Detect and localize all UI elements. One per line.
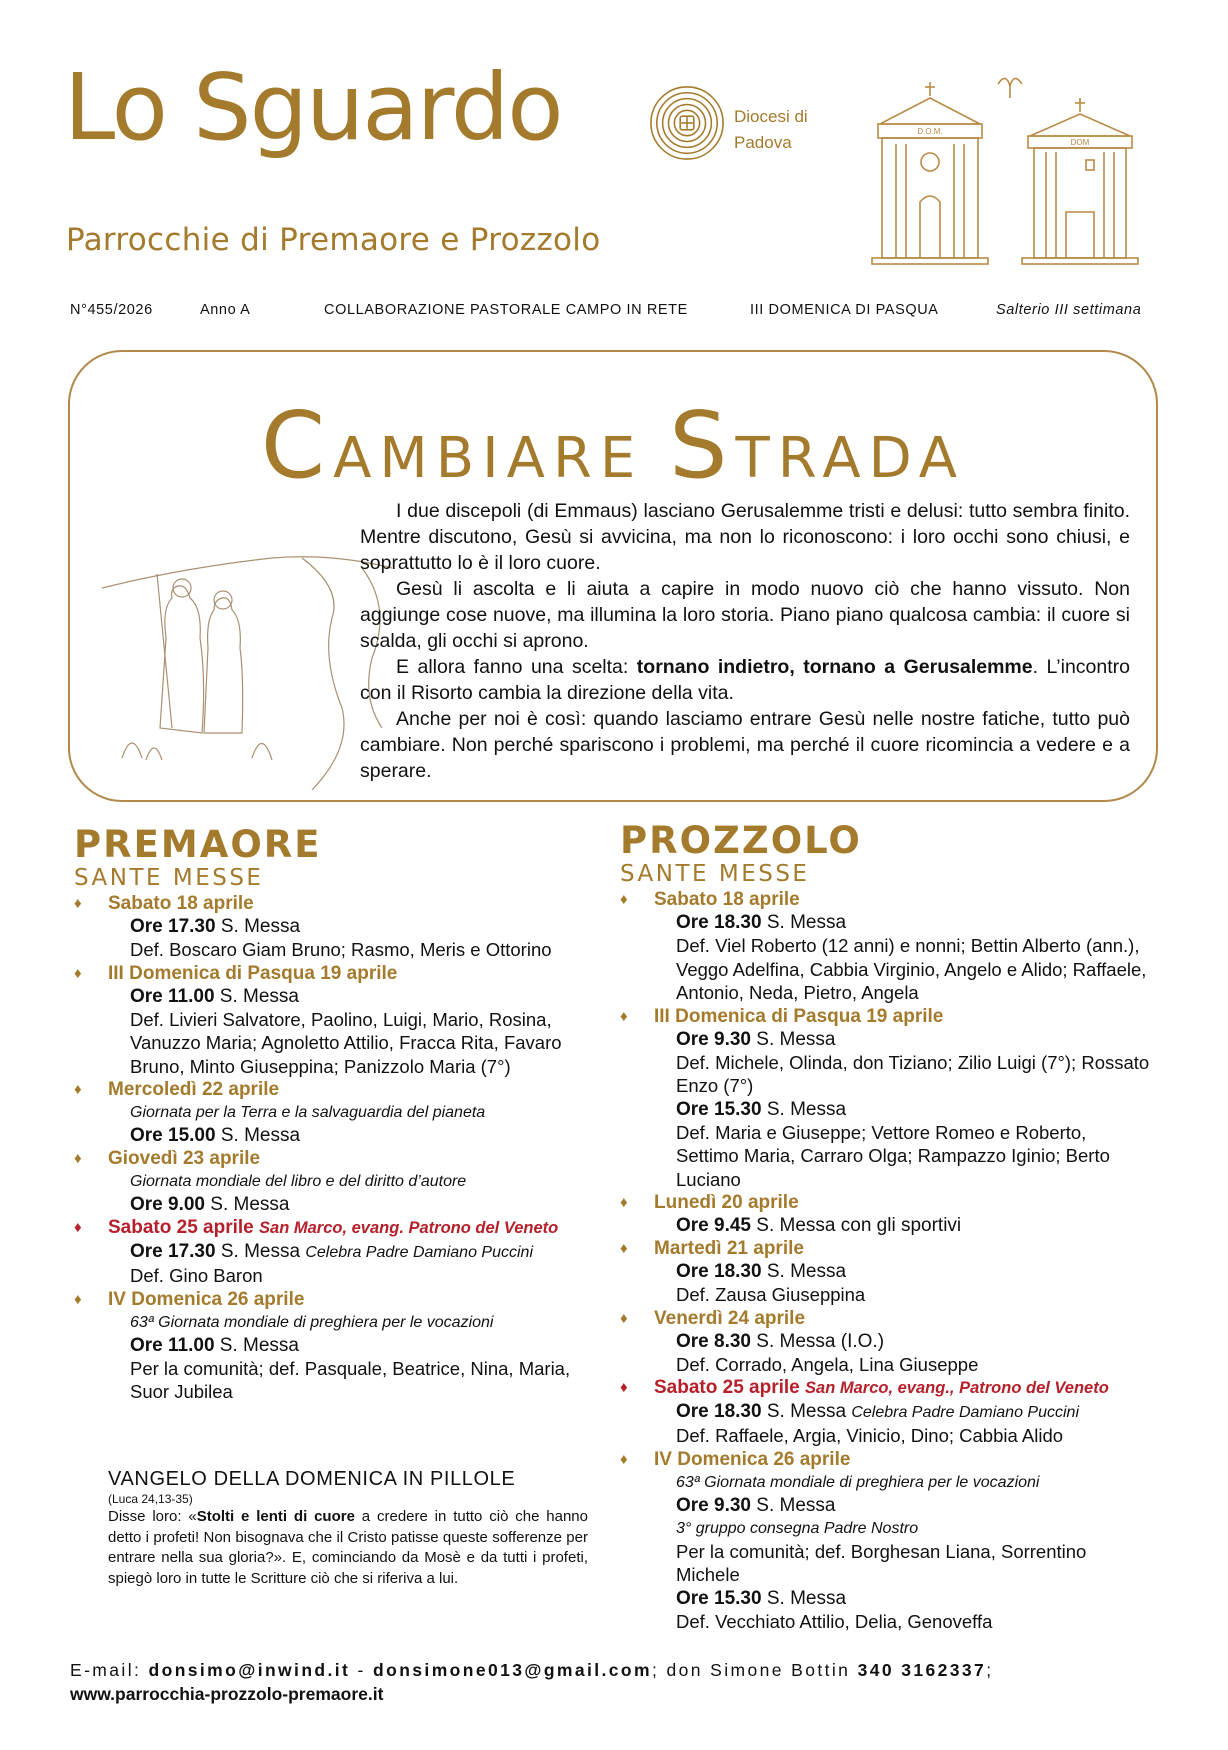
issue-info-bar: [70, 302, 1160, 322]
mass-label: S. Messa: [214, 985, 300, 1007]
p3-start: E allora fanno una scelta:: [396, 656, 637, 678]
day-note: Giornata mondiale del libro e del diritto d’autore: [130, 1173, 467, 1190]
diamond-bullet-icon: ♦: [74, 1219, 82, 1236]
contact-footer: [70, 1658, 1170, 1706]
day-heading: [620, 1005, 1150, 1028]
feast-note: San Marco, evang. Patrono del Veneto: [259, 1219, 559, 1237]
day-note: Giornata per la Terra e la salvaguardia del pianeta: [130, 1104, 486, 1121]
mass-intentions: Def. Livieri Salvatore, Paolino, Luigi, Mario, Rosina, Vanuzzo Maria; Agnoletto Attilio, Fracca Rita, Favaro Bruno, Minto Giuseppina; Panizzolo Maria (7°): [130, 1008, 562, 1077]
email-separator: -: [350, 1660, 374, 1680]
premaore-subtitle: SANTE MESSE: [74, 865, 264, 891]
emmaus-disciples-illustration-icon: [102, 528, 392, 790]
mass-label: S. Messa: [761, 1098, 847, 1120]
priest-name: ; don Simone Bottin: [651, 1660, 858, 1680]
mass-time: [74, 1240, 604, 1264]
mass-time: [620, 1028, 1150, 1051]
day-heading: [620, 1237, 1150, 1260]
diamond-bullet-icon: ♦: [620, 891, 628, 908]
contact-line: [70, 1658, 1170, 1682]
diamond-bullet-icon: ♦: [620, 1309, 628, 1327]
mass-intentions: Def. Corrado, Angela, Lina Giuseppe: [676, 1353, 979, 1375]
phone-number[interactable]: 340 3162337: [857, 1660, 987, 1680]
day-heading: [74, 1078, 604, 1101]
liturgical-year: Anno A: [200, 302, 251, 318]
mass-intentions: Def. Viel Roberto (12 anni) e nonni; Bettin Alberto (ann.), Veggo Adelfina, Cabbia Virginio, Angelo e Alido; Raffaele, Antonio, Neda, Pietro, Angela: [676, 935, 1147, 1003]
headline-word-1: AMBIARE: [333, 426, 644, 491]
mass-time: [620, 1098, 1150, 1121]
mass-time: [620, 1494, 1150, 1517]
diamond-bullet-icon: ♦: [74, 1081, 82, 1098]
email-link-2[interactable]: donsimone013@gmail.com: [373, 1660, 652, 1680]
mass-hour: Ore 17.30: [130, 916, 216, 937]
mass-hour: Ore 11.00: [130, 985, 215, 1007]
mass-hour: Ore 15.30: [676, 1587, 762, 1609]
diamond-bullet-icon: ♦: [620, 1450, 628, 1468]
liturgical-sunday: III DOMENICA DI PASQUA: [750, 302, 939, 318]
mass-time: [620, 1330, 1150, 1353]
p3-end: . L’incontro con il Risorto cambia la direzione della vita.: [360, 656, 1130, 704]
mass-label: S. Messa: [205, 1194, 290, 1215]
mass-time: [620, 1587, 1150, 1610]
premaore-title: PREMAORE: [74, 823, 322, 866]
day-heading-feast: [620, 1376, 1150, 1400]
masthead: [64, 54, 562, 161]
mass-hour: Ore 18.30: [676, 1401, 762, 1422]
mass-time: [74, 1124, 604, 1147]
editorial-paragraph-3: [360, 654, 1130, 706]
mass-time: [620, 1260, 1150, 1283]
day-heading: [74, 892, 604, 915]
mass-label: S. Messa (I.O.): [751, 1330, 885, 1352]
diamond-bullet-icon: ♦: [74, 964, 82, 982]
premaore-column: [74, 824, 604, 1404]
email-label: E-mail:: [70, 1660, 149, 1680]
diamond-bullet-icon: ♦: [620, 1007, 628, 1025]
mass-hour: Ore 15.30: [676, 1098, 762, 1120]
editorial-paragraph-2: Gesù li ascolta e li aiuta a capire in modo nuovo ciò che hanno vissuto. Non aggiunge cose nuove, ma illumina la loro storia. Piano piano qualcosa cambia: il cuore si scalda, gli occhi si aprono.: [360, 578, 1130, 652]
celebrant-note: Celebra Padre Damiano Puccini: [851, 1404, 1079, 1421]
mass-intentions: Def. Zausa Giuseppina: [676, 1284, 866, 1305]
mass-time: [74, 915, 604, 938]
gospel-text-start: Disse loro: «: [108, 1508, 197, 1525]
phone-end: ;: [986, 1660, 994, 1680]
day-heading: [620, 888, 1150, 911]
day-note: 3° gruppo consegna Padre Nostro: [676, 1519, 919, 1537]
mass-hour: Ore 8.30: [676, 1330, 751, 1352]
mass-intentions: Def. Raffaele, Argia, Vinicio, Dino; Cabbia Alido: [676, 1425, 1064, 1446]
day-label: Sabato 25 aprile: [654, 1377, 800, 1398]
diamond-bullet-icon: ♦: [620, 1240, 628, 1257]
website-link[interactable]: www.parrocchia-prozzolo-premaore.it: [70, 1684, 384, 1704]
mass-intentions: Def. Vecchiato Attilio, Delia, Genoveffa: [676, 1610, 993, 1632]
mass-time: [620, 1214, 1150, 1237]
mass-intentions: Def. Michele, Olinda, don Tiziano; Zilio Luigi (7°); Rossato Enzo (7°): [676, 1051, 1150, 1096]
mass-intentions: Def. Maria e Giuseppe; Vettore Romeo e Roberto, Settimo Maria, Carraro Olga; Rampazzo Iginio; Berto Luciano: [676, 1121, 1110, 1190]
gospel-text-end: a credere in tutto ciò che hanno detto i profeti! Non bisognava che il Cristo patisse queste sofferenze per entrare nella sua gloria?». E, cominciando da Mosè e da tutti i profeti, spiegò loro in tutte le Scritture ciò che si riferiva a lui.: [108, 1508, 588, 1587]
prozzolo-column: [620, 820, 1150, 1633]
church-left-label: D.O.M.: [917, 127, 943, 136]
mass-time: [74, 1334, 604, 1357]
day-heading: [74, 1147, 604, 1170]
mass-label: S. Messa: [761, 1587, 847, 1609]
diamond-bullet-icon: ♦: [74, 1290, 82, 1308]
mass-label: S. Messa: [751, 1494, 836, 1516]
diocese-label: [734, 104, 808, 156]
mass-label: S. Messa: [761, 912, 847, 933]
day-label: Mercoledì 22 aprile: [108, 1079, 280, 1100]
diamond-bullet-icon: ♦: [620, 1379, 628, 1396]
diocese-line-1: Diocesi di: [734, 107, 808, 126]
day-label: Venerdì 24 aprile: [654, 1307, 806, 1329]
mass-hour: Ore 11.00: [130, 1334, 215, 1356]
headline-word-2: TRADA: [735, 426, 966, 491]
day-heading: [620, 1191, 1150, 1214]
mass-label: S. Messa: [214, 1334, 300, 1356]
mass-hour: Ore 9.00: [130, 1194, 205, 1215]
editorial-headline: [70, 392, 1156, 499]
mass-intentions: Def. Boscaro Giam Bruno; Rasmo, Meris e Ottorino: [130, 939, 552, 960]
day-label: Giovedì 23 aprile: [108, 1148, 261, 1169]
day-label: Martedì 21 aprile: [654, 1238, 804, 1259]
day-label: IV Domenica 26 aprile: [654, 1448, 851, 1470]
mass-hour: Ore 18.30: [676, 1261, 762, 1282]
day-label: Sabato 18 aprile: [108, 893, 254, 914]
headline-cap-2: S: [669, 392, 736, 499]
editorial-paragraph-1: I due discepoli (di Emmaus) lasciano Gerusalemme tristi e delusi: tutto sembra finito. Mentre discutono, Gesù si avvicina, ma non lo riconoscono: i loro occhi sono chiusi, e soprattutto lo è il loro cuore.: [360, 500, 1130, 574]
mass-hour: Ore 9.30: [676, 1494, 751, 1516]
day-label: III Domenica di Pasqua 19 aprile: [108, 962, 398, 984]
mass-label: S. Messa: [751, 1028, 836, 1050]
mass-intentions: Per la comunità; def. Pasquale, Beatrice, Nina, Maria, Suor Jubilea: [130, 1357, 571, 1402]
mass-label: S. Messa: [761, 1401, 852, 1422]
mass-time: [620, 1400, 1150, 1424]
newsletter-subtitle: Parrocchie di Premaore e Prozzolo: [66, 222, 601, 258]
mass-label: S. Messa: [761, 1261, 847, 1282]
churches-illustration-icon: [870, 72, 1170, 268]
church-right-label: DOM: [1070, 138, 1090, 147]
gospel-text: [108, 1507, 588, 1589]
mass-time: [74, 985, 604, 1008]
pastoral-collaboration: COLLABORAZIONE PASTORALE CAMPO IN RETE: [324, 302, 688, 318]
newsletter-title: Lo Sguardo: [64, 54, 562, 161]
day-heading: [74, 1288, 604, 1311]
prozzolo-subtitle: SANTE MESSE: [620, 861, 810, 887]
day-note: 63ª Giornata mondiale di preghiera per le vocazioni: [130, 1313, 494, 1331]
day-label: Sabato 18 aprile: [654, 889, 800, 910]
headline-cap-1: C: [260, 392, 334, 499]
day-heading-feast: [74, 1216, 604, 1240]
diamond-bullet-icon: ♦: [620, 1194, 628, 1211]
feast-note: San Marco, evang., Patrono del Veneto: [805, 1379, 1109, 1397]
celebrant-note: Celebra Padre Damiano Puccini: [305, 1244, 533, 1261]
mass-intentions: Def. Gino Baron: [130, 1265, 263, 1286]
diocese-line-2: Padova: [734, 133, 792, 152]
mass-label: S. Messa: [215, 916, 301, 937]
editorial-box: [68, 350, 1158, 802]
mass-label: S. Messa: [215, 1125, 301, 1146]
mass-hour: Ore 18.30: [676, 912, 762, 933]
day-note: 63ª Giornata mondiale di preghiera per le vocazioni: [676, 1473, 1040, 1491]
mass-hour: Ore 9.30: [676, 1028, 751, 1050]
day-heading: [620, 1307, 1150, 1330]
prozzolo-title: PROZZOLO: [620, 819, 862, 862]
psalter-week: Salterio III settimana: [996, 302, 1142, 318]
gospel-pill: [108, 1466, 588, 1589]
day-heading: [620, 1448, 1150, 1471]
day-label: IV Domenica 26 aprile: [108, 1288, 305, 1310]
mass-time: [74, 1193, 604, 1216]
mass-label: S. Messa con gli sportivi: [751, 1215, 962, 1236]
mass-label: S. Messa: [215, 1241, 306, 1262]
day-label: Lunedì 20 aprile: [654, 1192, 799, 1213]
mass-hour: Ore 17.30: [130, 1241, 216, 1262]
p3-bold: tornano indietro, tornano a Gerusalemme: [636, 656, 1033, 678]
gospel-reference: (Luca 24,13-35): [108, 1492, 193, 1506]
diocese-seal-icon: [648, 84, 726, 162]
mass-hour: Ore 15.00: [130, 1125, 216, 1146]
day-label: Sabato 25 aprile: [108, 1217, 254, 1238]
gospel-text-bold: Stolti e lenti di cuore: [196, 1508, 355, 1525]
mass-time: [620, 911, 1150, 934]
mass-hour: Ore 9.45: [676, 1215, 751, 1236]
day-label: III Domenica di Pasqua 19 aprile: [654, 1005, 944, 1027]
diamond-bullet-icon: ♦: [74, 895, 82, 912]
email-link-1[interactable]: donsimo@inwind.it: [148, 1660, 351, 1680]
diamond-bullet-icon: ♦: [74, 1150, 82, 1167]
editorial-text: [360, 498, 1130, 784]
gospel-title: VANGELO DELLA DOMENICA IN PILLOLE: [108, 1468, 516, 1490]
day-heading: [74, 962, 604, 985]
editorial-paragraph-4: Anche per noi è così: quando lasciamo entrare Gesù nelle nostre fatiche, tutto può cambiare. Non perché spariscono i problemi, ma perché il cuore ricomincia a vedere e a sperare.: [360, 708, 1130, 782]
issue-number: N°455/2026: [70, 302, 153, 318]
mass-intentions: Per la comunità; def. Borghesan Liana, Sorrentino Michele: [676, 1540, 1087, 1585]
